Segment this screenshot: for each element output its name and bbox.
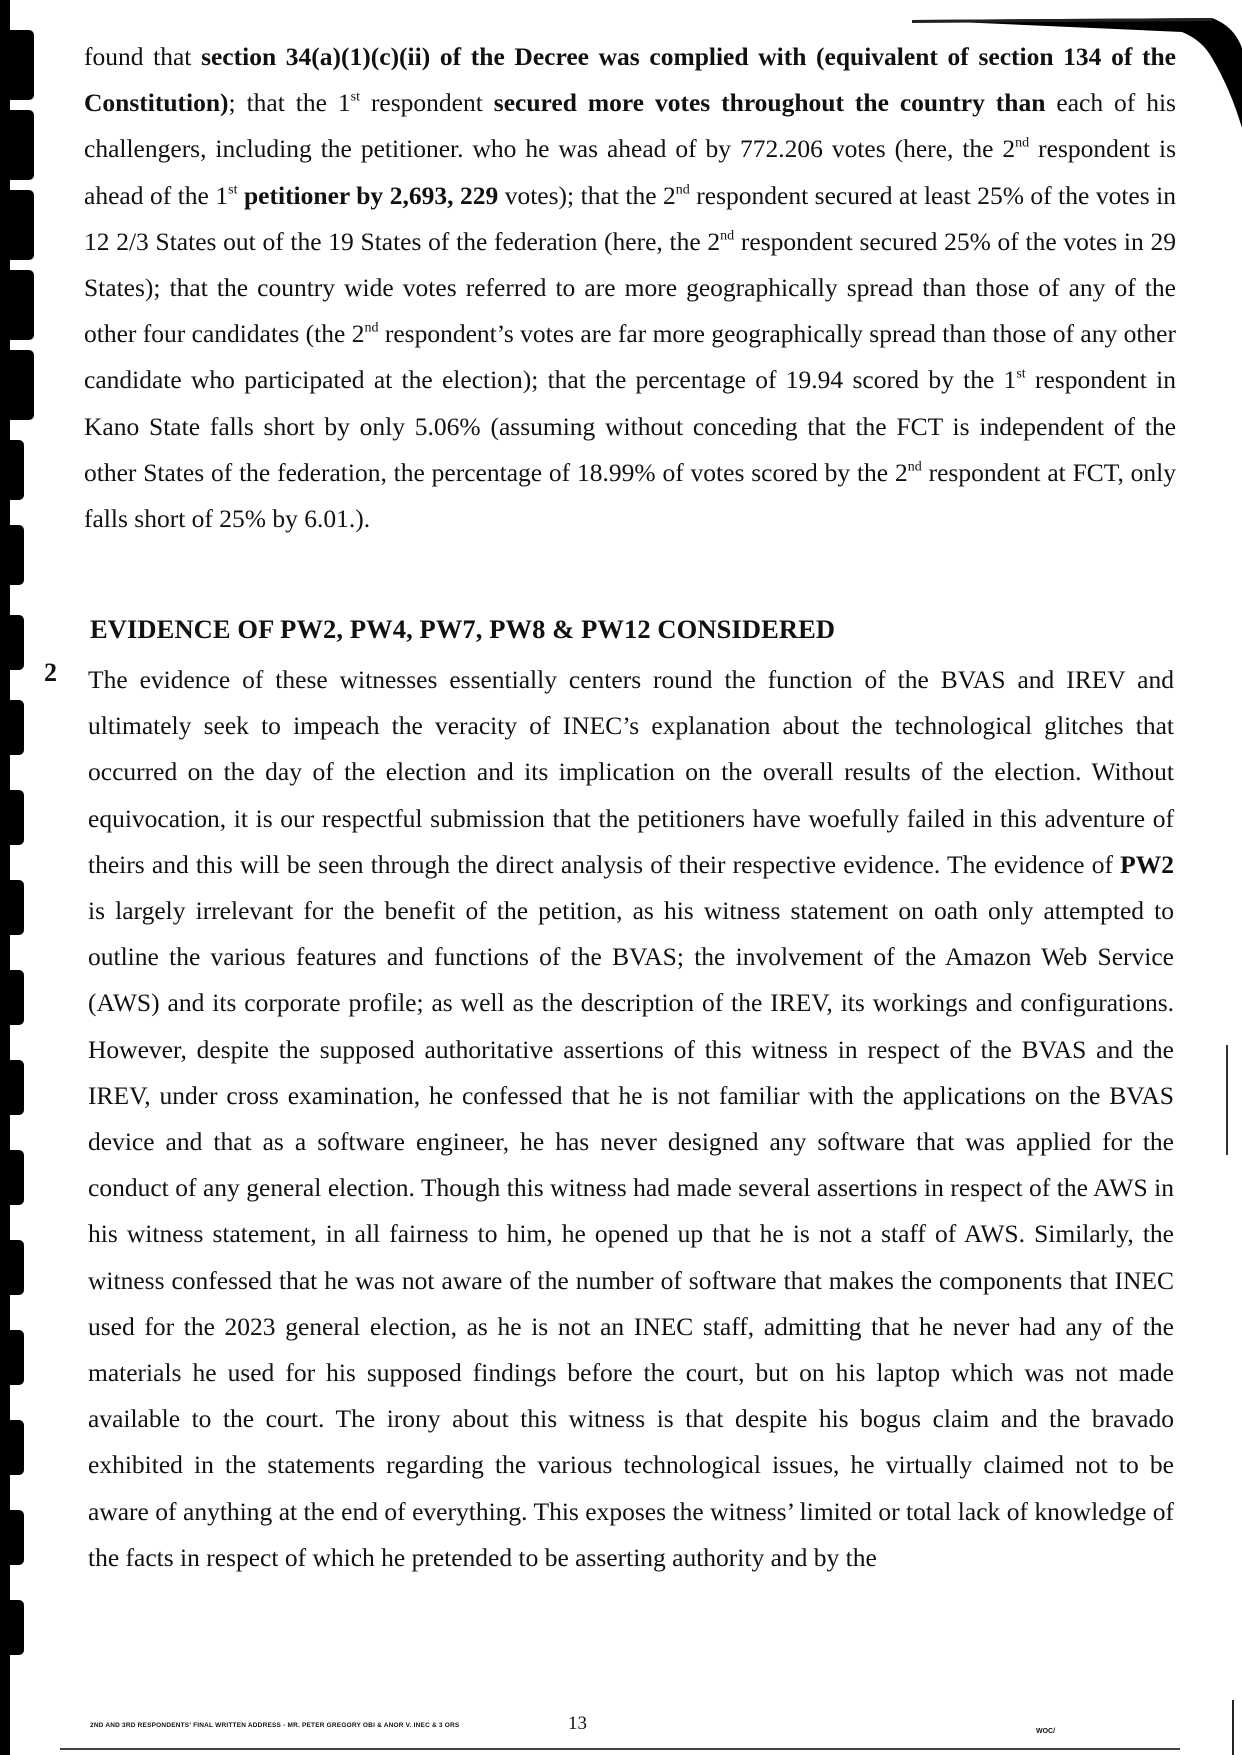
punch-hole bbox=[0, 1330, 24, 1385]
binding-edge bbox=[0, 0, 10, 1755]
paragraph-number: 2 bbox=[44, 658, 57, 687]
punch-hole bbox=[0, 525, 24, 585]
text-run: ; that the 1 bbox=[228, 88, 351, 118]
punch-hole bbox=[0, 1150, 24, 1205]
continued-paragraph bbox=[84, 34, 1176, 542]
text-run: votes); that the 2 bbox=[498, 180, 676, 210]
ordinal-suffix: nd bbox=[720, 228, 735, 244]
punch-hole bbox=[0, 700, 24, 755]
text-run: found that bbox=[84, 42, 202, 71]
punch-hole bbox=[0, 440, 24, 500]
text-run: respondent at FCT, only falls short of 25% by 6.01.). bbox=[84, 457, 1177, 534]
scan-edge-line bbox=[60, 1748, 1180, 1750]
ordinal-suffix: nd bbox=[675, 182, 690, 198]
punch-hole bbox=[0, 30, 34, 100]
bold-text: PW2 bbox=[1120, 849, 1174, 879]
text-run: respondent’s votes are far more geographically spread than those of any other candidate who participated at the election); that the percentage of 19.94 scored by the 1 bbox=[84, 319, 1176, 395]
ordinal-suffix: st bbox=[1016, 366, 1026, 382]
punch-hole bbox=[0, 1060, 24, 1115]
footer-running-title: 2ND AND 3RD RESPONDENTS' FINAL WRITTEN ADDRESS - MR. PETER GREGORY OBI & ANOR V. INEC & 3 ORS bbox=[90, 1722, 460, 1729]
punch-hole bbox=[0, 1240, 24, 1295]
bold-text: secured more votes throughout the country than bbox=[493, 88, 1046, 118]
punch-hole bbox=[0, 1510, 24, 1565]
ordinal-suffix: st bbox=[350, 89, 360, 105]
ordinal-suffix: st bbox=[228, 182, 238, 198]
footer-initials: WOC/ bbox=[1036, 1728, 1056, 1735]
punch-hole bbox=[0, 790, 24, 845]
text-run: respondent in Kano State falls short by only 5.06% (assuming without conceding that the FCT is independent of the other States of the federation, the percentage of 18.99% of votes scored by the 2 bbox=[84, 365, 1176, 487]
section-heading: EVIDENCE OF PW2, PW4, PW7, PW8 & PW12 CONSIDERED bbox=[90, 614, 836, 644]
punch-hole bbox=[0, 190, 34, 260]
scan-edge-line bbox=[1232, 1700, 1234, 1755]
ordinal-suffix: nd bbox=[907, 459, 922, 475]
ordinal-suffix: nd bbox=[1015, 135, 1030, 151]
bold-text: petitioner by 2,693, 229 bbox=[237, 180, 499, 210]
text-run: respondent secured at least 25% of the votes in 12 2/3 States out of the 19 States of the federation (here, the 2 bbox=[84, 180, 1177, 256]
punch-hole bbox=[0, 1420, 24, 1475]
text-run: is largely irrelevant for the benefit of the petition, as his witness statement on oath only attempted to outline the various features and functions of the BVAS; the involvement of the Amazon Web Service (AWS) and its corporate profile; as well as the description of the IREV, its workings and configurations. However, despite the supposed authoritative assertions of this witness in respect of the BVAS and the IREV, under cross examination, he confessed that he is not familiar with the applications on the BVAS device and that as a software engineer, he has never designed any software that was applied for the conduct of any general election. Though this witness had made several assertions in respect of the AWS in his witness statement, in all fairness to him, he opened up that he is not a staff of AWS. Similarly, the witness confessed that he was not aware of the number of software that makes the components that INEC used for the 2023 general election, as he is not an INEC staff, admitting that he never had any of the materials he used for his supposed findings before the court, but on his laptop which was not made available to the court. The irony about this witness is that despite his bogus claim and the bravado exhibited in the statements regarding the various technological issues, he virtually claimed not to be aware of anything at the end of everything. This exposes the witness’ limited or total lack of knowledge of the facts in respect of which he pretended to be asserting authority and by the bbox=[88, 896, 1174, 1572]
punch-hole bbox=[0, 880, 24, 935]
text-run: respondent secured 25% of the votes in 29 States); that the country wide votes referred to are more geographically spread than those of any of the other four candidates (the 2 bbox=[84, 226, 1176, 349]
text-run: respondent is ahead of the 1 bbox=[84, 134, 1176, 210]
punch-hole bbox=[0, 615, 24, 670]
scan-edge-line bbox=[1226, 1045, 1228, 1155]
text-run: The evidence of these witnesses essentially centers round the function of the BVAS and IREV and ultimately seek to impeach the veracity of INEC’s explanation about the technological glitches that occurred on the day of the election and its implication on the overall results of the election. Without equivocation, it is our respectful submission that the petitioners have woefully failed in this adventure of theirs and this will be seen through the direct analysis of their respective evidence. The evidence of bbox=[88, 665, 1174, 879]
ordinal-suffix: nd bbox=[364, 320, 379, 336]
bold-text: section 34(a)(1)(c)(ii) of the Decree was complied with (equivalent of section 134 of the Constitution) bbox=[84, 42, 1176, 118]
punch-hole bbox=[0, 110, 34, 180]
evidence-paragraph bbox=[88, 657, 1174, 1581]
punch-hole bbox=[0, 270, 34, 340]
punch-hole bbox=[0, 350, 34, 420]
punch-hole bbox=[0, 970, 24, 1025]
text-run: each of his challengers, including the petitioner. who he was ahead of by 772.206 votes (here, the 2 bbox=[84, 88, 1176, 164]
punch-hole bbox=[0, 1600, 24, 1655]
page-number: 13 bbox=[568, 1713, 587, 1734]
text-run: respondent bbox=[359, 88, 494, 118]
